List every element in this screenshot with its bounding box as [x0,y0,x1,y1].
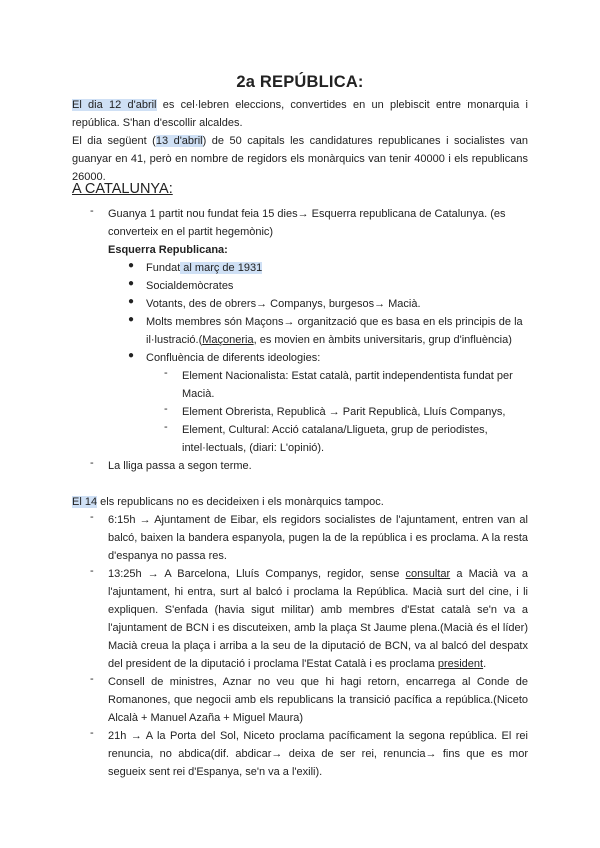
erc-bullet-voters: Votants, des de obrers→ Companys, burgesos→ Macià. [146,298,421,310]
bullet-marker: ● [128,314,135,325]
catalunya-item-2: La lliga passa a segon terme. [108,460,252,472]
event-barcelona-a: 13:25h → A Barcelona, Lluís Companys, regidor, sense [108,568,406,580]
event-consell-ministres: Consell de ministres, Aznar no veu que hi hagi retorn, encarrega al Conde de Romanones, que negocii amb els republicans la transició pacífica a república.(Niceto Alcalà + Manuel Azaña + Miguel Maura) [108,676,528,724]
erc-bullet-masons [146,313,528,349]
dia14-intro-text: els republicans no es decideixen i els monàrquics tampoc. [97,496,384,508]
event-porta-del-sol: 21h → A la Porta del Sol, Niceto proclama pacíficament la segona república. El rei renuncia, no abdica(dif. abdicar→ deixa de ser rei, renuncia→ fins que es mor segueix sent rei d'Espanya, se'n va a l'exili). [108,730,528,778]
event-eibar: 6:15h → Ajuntament de Eibar, els regidors socialistes de l'ajuntament, entren van al balcó, baixen la bandera espanyola, pugen la de la república i es proclama. A la resta d'espanya no passa res. [108,514,528,562]
dash-marker: - [90,727,94,739]
erc-heading: Esquerra Republicana: [108,244,228,256]
erc-bullet-masons-c: , es movien en àmbits universitaris, grup d'influència) [253,334,512,346]
bullet-marker: ● [128,260,135,271]
dash-marker: - [90,565,94,577]
dash-marker: - [90,205,94,217]
dash-marker: - [90,673,94,685]
underlined-consultar: consultar [405,568,451,580]
erc-bullet-founded-a: Fundat [146,262,181,274]
highlight-march-1931: al març de 1931 [180,262,263,274]
catalunya-item-1: Guanya 1 partit nou fundat feia 15 dies→ Esquerra republicana de Catalunya. (es converteix en el partit hegemònic) [108,208,506,238]
bullet-marker: ● [128,350,135,361]
dash-marker: - [164,421,168,433]
dash-marker: - [90,457,94,469]
underlined-maconeria: Maçoneria [202,334,254,346]
dia14-intro [72,493,384,511]
ideology-cultural: Element, Cultural: Acció catalana/Lligueta, grup de periodistes, intel·lectuals, (diari: L'opinió). [182,424,488,454]
erc-bullet-founded [146,259,262,277]
event-barcelona-e: . [483,658,487,670]
erc-bullet-ideologies: Confluència de diferents ideologies: [146,352,321,364]
highlight-date-12-april: El dia 12 d'abril [72,99,157,111]
section-heading-catalunya: A CATALUNYA: [72,181,173,197]
bullet-marker: ● [128,296,135,307]
intro-paragraph-1 [72,96,528,132]
intro-p1-text: es cel·lebren eleccions, convertides en un plebiscit entre monarquia i república. S'han d'escollir alcaldes. [72,99,528,129]
ideology-nationalist: Element Nacionalista: Estat català, partit independentista fundat per Macià. [182,370,513,400]
underlined-president: president [437,658,484,670]
dash-marker: - [90,511,94,523]
event-barcelona-c: a Macià va a l'ajuntament, hi entra, surt al balcó i proclama la República. Macià surt del cine, i li expliquen. S'enfada (havia sigut militar) amb membres d'Estat català se'n va a l'ajuntament de BCN i es discuteixen, amb la plaça St Jaume plena.(Macià és el líder) Macià creua la plaça i arriba a la seu de la diputació de BCN, va al balcó del despatx del president de la diputació i proclama l'Estat Català i es proclama [108,568,528,670]
dash-marker: - [164,367,168,379]
bullet-marker: ● [128,278,135,289]
intro-p2-text-c: ) de 50 capitals les candidatures republicanes i socialistes van guanyar en 41, però en nombre de regidors els monàrquics van tenir 40000 i els republicans 26000. [72,135,529,183]
intro-p2-text-a: El dia següent ( [72,135,156,147]
page-title: 2a REPÚBLICA: [236,73,364,91]
erc-bullet-masons-a: Molts membres són Maçons→ organització que es basa en els principis de la il·lustració.( [146,316,523,346]
ideology-workers: Element Obrerista, Republicà → Parit Republicà, Lluís Companys, [182,406,506,418]
erc-bullet-socialdemocrats: Socialdemòcrates [146,280,234,292]
event-barcelona [108,565,528,673]
highlight-el-14: El 14 [72,496,98,508]
dash-marker: - [164,403,168,415]
highlight-date-13-april: 13 d'abril [155,135,203,147]
intro-paragraph-2 [72,132,528,186]
